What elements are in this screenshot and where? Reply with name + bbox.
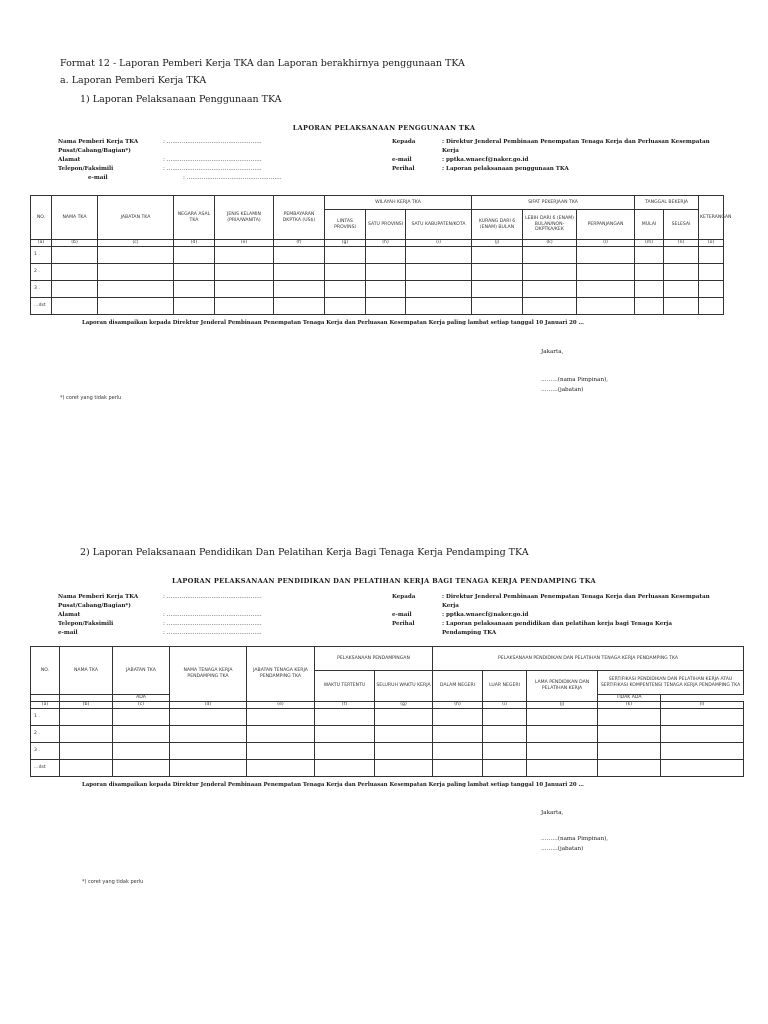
table-cell[interactable] [523,281,577,298]
table-cell[interactable] [527,742,598,759]
field-label: Telepon/Faksimili [58,621,114,627]
field-value: : Laporan pelaksanaan pendidikan dan pelatihan kerja bagi Tenaga Kerja Pendamping TKA [442,621,672,636]
table-cell[interactable] [247,708,315,725]
table-cell[interactable] [577,264,635,281]
header-cell: PELAKSANAAN PENDIDIKAN DAN PELATIHAN TENAGA KERJA PENDAMPING TKA [433,647,744,671]
table-cell[interactable] [247,742,315,759]
section-1-heading: 1) Laporan Pelaksanaan Penggunaan TKA [80,94,282,105]
field-value: : pptka.wnaecf@naker.go.id [442,157,529,163]
table-cell[interactable] [170,708,247,725]
table-cell[interactable] [661,708,744,725]
table-row [31,281,724,298]
table-row [31,708,744,725]
code-cell: (m) [635,240,664,247]
table-cell[interactable] [113,725,170,742]
table-cell[interactable] [664,298,699,315]
field-row [392,611,722,620]
table-cell[interactable] [366,298,406,315]
table-cell[interactable] [699,281,724,298]
code-cell: (i) [483,701,527,708]
table-cell[interactable] [577,281,635,298]
header-cell: TIDAK ADA [598,695,661,702]
header-cell: NEGARA ASAL TKA [174,196,215,240]
table-cell[interactable] [598,725,661,742]
field-row [392,620,722,638]
table-cell[interactable] [52,298,98,315]
field-label: Perihal [392,166,415,172]
header-cell: NAMA TKA [60,647,113,695]
field-row [392,165,722,174]
table-header-row [31,647,744,671]
table-row [31,725,744,742]
code-row [31,240,724,247]
field-label: Perihal [392,621,415,627]
table-cell[interactable] [366,281,406,298]
table-cell[interactable] [366,264,406,281]
field-label: e-mail [392,612,412,618]
table-row [31,759,744,776]
header-cell: LINTAS PROVINSI [325,210,366,240]
code-cell: (j) [527,701,598,708]
field-row [58,147,282,156]
table-row [31,247,724,264]
table-cell[interactable] [274,298,325,315]
field-row [58,156,282,165]
table-cell[interactable] [472,281,523,298]
table-cell[interactable] [60,759,113,776]
table-cell[interactable] [664,247,699,264]
code-cell: (b) [52,240,98,247]
header-cell: SELESAI [664,210,699,240]
table-cell[interactable] [527,708,598,725]
table-cell[interactable] [523,264,577,281]
table-header-row [31,196,724,210]
field-label: e-mail [88,175,108,181]
header-cell: WAKTU TERTENTU [315,671,375,702]
table-cell[interactable] [598,742,661,759]
code-cell: (b) [60,701,113,708]
table-cell[interactable] [375,742,433,759]
header-cell: NO. [31,647,60,695]
code-cell: (o) [699,240,724,247]
table-cell[interactable] [635,247,664,264]
report1-title: LAPORAN PELAKSANAAN PENGGUNAAN TKA [292,124,476,132]
table-cell[interactable] [325,247,366,264]
report2-title: LAPORAN PELAKSANAAN PENDIDIKAN DAN PELATIHAN KERJA BAGI TENAGA KERJA PENDAMPING TKA [172,577,596,585]
sign-name: ………(nama Pimpinan), [541,836,609,842]
table-cell[interactable] [174,264,215,281]
row-number: 2 . [31,264,52,281]
table-cell[interactable] [170,742,247,759]
header-cell: KURANG DARI 6 (ENAM) BULAN [472,210,523,240]
field-label: Alamat [58,612,81,618]
code-cell: (e) [215,240,274,247]
field-row [58,593,262,602]
table-cell[interactable] [598,759,661,776]
header-cell: MULAI [635,210,664,240]
table-cell[interactable] [98,247,174,264]
field-row [58,611,262,620]
table-row [31,742,744,759]
table-cell[interactable] [113,742,170,759]
table-cell[interactable] [325,298,366,315]
table-cell[interactable] [215,264,274,281]
table-cell[interactable] [375,759,433,776]
header-cell: PELAKSANAAN PENDAMPINGAN [315,647,433,671]
field-label: Pusat/Cabang/Bagian*) [58,148,131,154]
header-cell: LUAR NEGERI [483,671,527,702]
field-value: : …………………………………………… [163,157,262,163]
table-cell[interactable] [215,298,274,315]
field-value: : Laporan pelaksanaan penggunaan TKA [442,166,569,172]
table-cell[interactable] [483,742,527,759]
row-number: 1 . [31,247,52,264]
header-cell: SELURUH WAKTU KERJA [375,671,433,702]
header-cell: WILAYAH KERJA TKA [325,196,472,210]
table-cell[interactable] [433,759,483,776]
table-cell[interactable] [527,725,598,742]
field-label: Kepada [392,594,416,600]
code-cell: (d) [174,240,215,247]
report1-fields-right [392,138,722,174]
table-cell[interactable] [472,298,523,315]
code-cell: (i) [406,240,472,247]
table-row [31,298,724,315]
table-cell[interactable] [577,247,635,264]
header-cell: JABATAN TENAGA KERJA PENDAMPING TKA [247,647,315,702]
table-cell[interactable] [60,708,113,725]
table-cell[interactable] [247,725,315,742]
table-cell[interactable] [215,281,274,298]
sign-title: ………(jabatan) [541,846,584,852]
header-cell: ADA [113,695,170,702]
report1-table [30,195,732,315]
code-cell: (e) [247,701,315,708]
header-cell: SIFAT PEKERJAAN TKA [472,196,635,210]
table-cell[interactable] [598,708,661,725]
header-cell: SATU KABUPATEN/KOTA [406,210,472,240]
code-cell: (k) [523,240,577,247]
table-cell[interactable] [661,759,744,776]
header-cell: LAMA PENDIDIKAN DAN PELATIHAN KERJA [527,671,598,702]
header-cell: JENIS KELAMIN (PRIA/WANITA) [215,196,274,240]
field-row [58,602,262,611]
field-row [392,138,722,156]
table-cell[interactable] [247,759,315,776]
table-cell[interactable] [635,298,664,315]
code-cell: (l) [661,701,744,708]
table-cell[interactable] [325,281,366,298]
table-cell[interactable] [433,708,483,725]
table-cell[interactable] [406,281,472,298]
field-row [58,174,282,183]
section-a-heading: a. Laporan Pemberi Kerja TKA [60,75,207,86]
table-cell[interactable] [174,247,215,264]
table-cell[interactable] [406,298,472,315]
row-number: …dst [31,759,60,776]
header-cell: NAMA TENAGA KERJA PENDAMPING TKA [170,647,247,702]
sign-title: ………(jabatan) [541,387,584,393]
table-cell[interactable] [325,264,366,281]
table-cell[interactable] [523,247,577,264]
header-cell: TANGGAL BEKERJA [635,196,699,210]
table-cell[interactable] [406,264,472,281]
table-cell[interactable] [215,247,274,264]
table-cell[interactable] [406,247,472,264]
table-cell[interactable] [274,247,325,264]
row-number: 3 . [31,742,60,759]
table-cell[interactable] [274,281,325,298]
table-cell[interactable] [52,264,98,281]
sign-city: Jakarta, [541,810,564,816]
header-cell: PEMBAYARAN DKPTKA (US$) [274,196,325,240]
table-cell[interactable] [635,264,664,281]
row-number: 2 . [31,725,60,742]
report2-note: Laporan disampaikan kepada Direktur Jenderal Pembinaan Penempatan Tenaga Kerja dan Perluasan Kesempatan Kerja paling lambat setiap tanggal 10 Januari 20 … [82,782,584,788]
table-cell[interactable] [664,281,699,298]
field-value: : …………………………………………… [163,139,262,145]
code-cell: (f) [274,240,325,247]
header-cell: JABATAN TKA [113,647,170,695]
field-row [392,156,722,165]
field-label: e-mail [392,157,412,163]
field-row [58,620,262,629]
table-cell[interactable] [98,264,174,281]
field-label: Telepon/Faksimili [58,166,114,172]
code-row [31,701,744,708]
report1-footnote: *) coret yang tidak perlu [60,395,122,401]
header-cell: SATU PROVINSI [366,210,406,240]
report2-footnote: *) coret yang tidak perlu [82,879,144,885]
field-value: : …………………………………………… [163,621,262,627]
code-cell: (h) [433,701,483,708]
format-title: Format 12 - Laporan Pemberi Kerja TKA dan Laporan berakhirnya penggunaan TKA [60,58,465,69]
field-value: : …………………………………………… [163,612,262,618]
code-cell: (d) [170,701,247,708]
table-cell[interactable] [366,247,406,264]
table-cell[interactable] [315,742,375,759]
table-cell[interactable] [483,708,527,725]
code-cell: (a) [31,240,52,247]
table-cell[interactable] [315,725,375,742]
table-cell[interactable] [472,264,523,281]
table-cell[interactable] [315,708,375,725]
code-cell: (l) [577,240,635,247]
field-value: : …………………………………………… [183,175,282,181]
table-cell[interactable] [433,725,483,742]
table-cell[interactable] [523,298,577,315]
table-cell[interactable] [52,247,98,264]
report2-signature [541,808,608,854]
table-cell[interactable] [98,298,174,315]
table-cell[interactable] [60,742,113,759]
field-row [58,138,282,147]
code-cell: (h) [366,240,406,247]
header-cell: DALAM NEGERI [433,671,483,702]
code-cell: (g) [325,240,366,247]
code-cell: (a) [31,701,60,708]
header-cell: JABATAN TKA [98,196,174,240]
table-cell[interactable] [472,247,523,264]
field-row [58,629,262,638]
header-cell: PERPANJANGAN [577,210,635,240]
code-cell: (j) [472,240,523,247]
table-row [31,264,724,281]
field-row [392,593,722,611]
report1-signature [541,347,608,395]
field-label: Alamat [58,157,81,163]
field-value: : Direktur Jenderal Pembinaan Penempatan Tenaga Kerja dan Perluasan Kesempatan Kerja [442,139,710,154]
table-cell[interactable] [664,264,699,281]
table-cell[interactable] [315,759,375,776]
field-value: : …………………………………………… [163,166,262,172]
header-cell: NAMA TKA [52,196,98,240]
sign-name: ………(nama Pimpinan), [541,377,609,383]
header-cell: SERTIFIKASI PENDIDIKAN DAN PELATIHAN KERJA ATAU SERTIFIKASI KOMPENTENSI TENAGA KERJA PENDAMPING TKA [598,671,744,695]
table-cell[interactable] [483,759,527,776]
section-2-heading: 2) Laporan Pelaksanaan Pendidikan Dan Pelatihan Kerja Bagi Tenaga Kerja Pendamping TKA [80,547,529,558]
table-cell[interactable] [577,298,635,315]
row-number: 3 . [31,281,52,298]
code-cell: (k) [598,701,661,708]
field-label: Nama Pemberi Kerja TKA [58,139,139,145]
field-label: Kepada [392,139,416,145]
code-cell: (n) [664,240,699,247]
table-cell[interactable] [174,298,215,315]
table-cell[interactable] [661,742,744,759]
table-cell[interactable] [52,281,98,298]
field-value: : …………………………………………… [163,594,262,600]
field-value: : …………………………………………… [163,630,262,636]
table-cell[interactable] [274,264,325,281]
header-cell: KETERANGAN [699,196,724,240]
report1-note: Laporan disampaikan kepada Direktur Jenderal Pembinaan Penempatan Tenaga Kerja dan Perluasan Kesempatan Kerja paling lambat setiap tanggal 10 Januari 20 … [82,320,584,326]
field-value: : Direktur Jenderal Pembinaan Penempatan Tenaga Kerja dan Perluasan Kesempatan Kerja [442,594,710,609]
table-cell[interactable] [699,264,724,281]
field-label: e-mail [58,630,78,636]
report2-fields-left [58,593,262,638]
code-cell: (c) [98,240,174,247]
table-cell[interactable] [433,742,483,759]
table-cell[interactable] [113,759,170,776]
report2-table [30,646,744,777]
report1-fields-left [58,138,282,183]
table-cell[interactable] [527,759,598,776]
table-cell[interactable] [661,725,744,742]
field-value: : pptka.wnaecf@naker.go.id [442,612,529,618]
table-cell[interactable] [375,708,433,725]
row-number: …dst [31,298,52,315]
table-cell[interactable] [635,281,664,298]
field-row [58,165,282,174]
table-cell[interactable] [98,281,174,298]
code-cell: (c) [113,701,170,708]
sign-city: Jakarta, [541,349,564,355]
header-cell: LEBIH DARI 6 (ENAM) BULAN/NON-DKPTKA/KEK [523,210,577,240]
table-cell[interactable] [699,298,724,315]
table-cell[interactable] [699,247,724,264]
field-label: Pusat/Cabang/Bagian*) [58,603,131,609]
report2-fields-right [392,593,722,638]
code-cell: (f) [315,701,375,708]
table-cell[interactable] [60,725,113,742]
code-cell: (g) [375,701,433,708]
table-cell[interactable] [170,759,247,776]
table-cell[interactable] [170,725,247,742]
field-label: Nama Pemberi Kerja TKA [58,594,139,600]
header-cell: NO. [31,196,52,240]
table-cell[interactable] [174,281,215,298]
row-number: 1 . [31,708,60,725]
table-cell[interactable] [483,725,527,742]
table-cell[interactable] [375,725,433,742]
table-cell[interactable] [113,708,170,725]
